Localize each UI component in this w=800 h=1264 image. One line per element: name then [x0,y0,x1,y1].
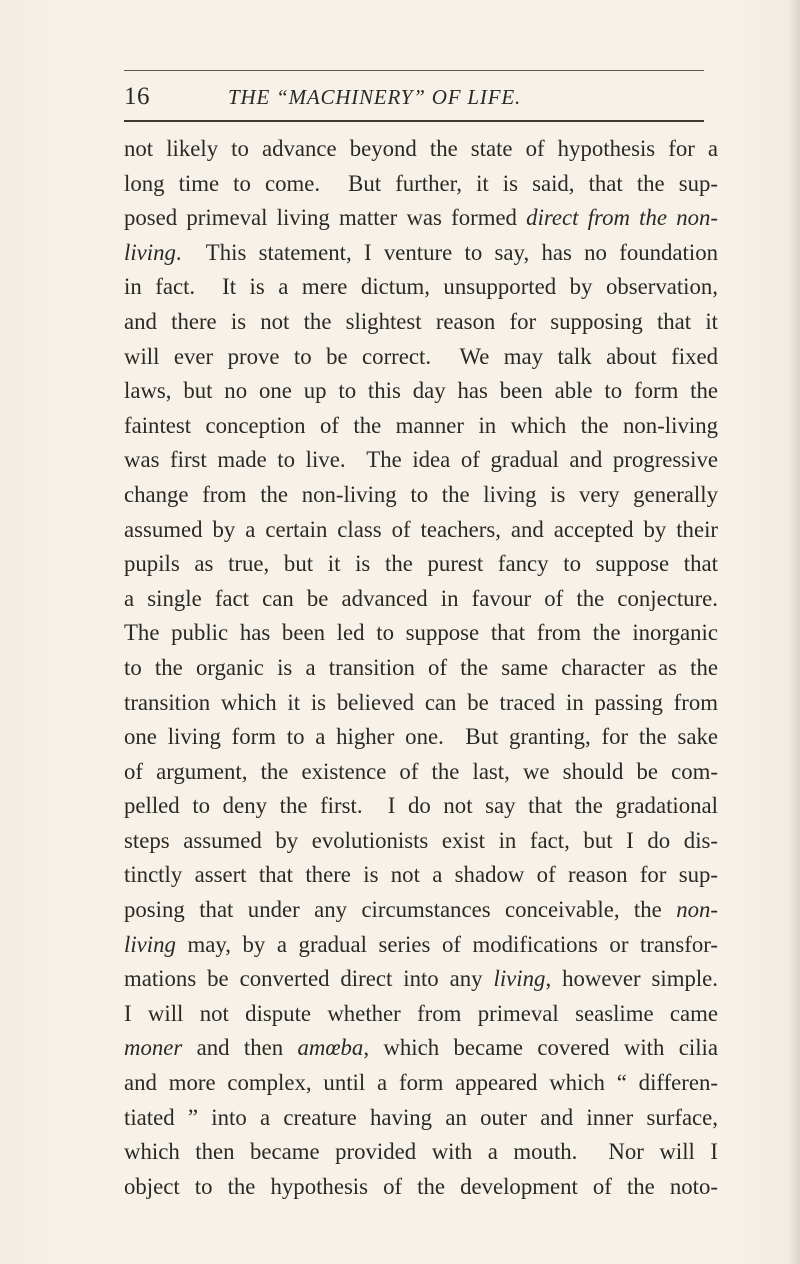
text-line [124,236,718,271]
text-line [124,409,718,444]
text-run: faintest conception of the manner in which the non-living [124,412,718,438]
body-text [124,132,718,1204]
text-line [124,1031,718,1066]
text-line [124,167,718,202]
text-run: in fact. It is a mere dictum, unsupported by observation, [124,274,718,300]
text-run: long time to come. But further, it is said, that the sup- [124,170,718,196]
text-line [124,616,718,651]
text-line [124,997,718,1032]
italic-text: living [124,931,176,957]
text-line [124,132,718,167]
text-run: a single fact can be advanced in favour of the conjecture. [124,585,718,611]
text-run: transition which it is believed can be traced in passing from [124,689,718,715]
text-run: , however simple. [545,966,718,992]
header-rule-top [124,70,704,71]
text-run: to the organic is a transition of the same character as the [124,654,718,680]
text-run: mations be converted direct into any [124,966,494,992]
text-run: and then [182,1035,298,1061]
text-line [124,824,718,859]
text-line [124,651,718,686]
text-line [124,201,718,236]
text-run: which then became provided with a mouth. Nor will I [124,1139,718,1165]
text-line [124,893,718,928]
text-run: posed primeval living matter was formed [124,205,527,231]
text-line [124,374,718,409]
text-run: I will not dispute whether from primeval seaslime came [124,1000,718,1026]
text-line [124,755,718,790]
text-run: one living form to a higher one. But granting, for the sake [124,724,718,750]
text-run: pupils as true, but it is the purest fancy to suppose that [124,551,718,577]
text-run: of argument, the existence of the last, we should be com- [124,758,718,784]
text-run: and there is not the slightest reason for supposing that it [124,308,718,334]
text-line [124,1101,718,1136]
text-line [124,443,718,478]
running-title: THE “MACHINERY” OF LIFE. [228,85,521,109]
running-header [124,78,704,118]
text-line [124,962,718,997]
text-line [124,340,718,375]
text-run: was first made to live. The idea of gradual and progressive [124,447,718,473]
text-run: . This statement, I venture to say, has no foundation [175,239,718,265]
text-run: posing that under any circumstances conceivable, the [124,897,677,923]
italic-text: living [493,966,546,992]
text-line [124,789,718,824]
text-line [124,1135,718,1170]
italic-text: moner [124,1035,183,1061]
page-edge-shadow [788,0,800,1264]
text-run: change from the non-living to the living is very generally [124,481,718,507]
text-line [124,513,718,548]
text-line [124,858,718,893]
text-line [124,1170,718,1205]
page-number: 16 [124,83,150,110]
text-line [124,720,718,755]
text-run: laws, but no one up to this day has been able to form the [124,378,718,404]
text-line [124,270,718,305]
text-run: may, by a gradual series of modifications or transfor- [175,931,718,957]
italic-text: direct from the non- [526,205,718,231]
text-line [124,686,718,721]
text-run: tinctly assert that there is not a shadow of reason for sup- [124,862,718,888]
text-line [124,478,718,513]
header-rule-bottom [124,120,704,122]
italic-text: living [124,239,176,265]
text-line [124,547,718,582]
italic-text: amœba [297,1035,364,1061]
text-line [124,928,718,963]
text-run: , which became covered with cilia [363,1035,718,1061]
text-run: object to the hypothesis of the development of the noto- [124,1173,718,1199]
text-line [124,582,718,617]
text-line [124,305,718,340]
text-line [124,1066,718,1101]
italic-text: non- [676,897,718,923]
text-run: steps assumed by evolutionists exist in fact, but I do dis- [124,827,718,853]
text-run: assumed by a certain class of teachers, and accepted by their [124,516,718,542]
text-run: and more complex, until a form appeared which “ differen- [124,1070,718,1096]
text-run: will ever prove to be correct. We may talk about fixed [124,343,718,369]
text-run: pelled to deny the first. I do not say that the gradational [124,793,718,819]
text-run: not likely to advance beyond the state of hypothesis for a [124,136,718,161]
text-run: The public has been led to suppose that from the inorganic [124,620,718,646]
text-run: tiated ” into a creature having an outer and inner surface, [124,1104,718,1130]
